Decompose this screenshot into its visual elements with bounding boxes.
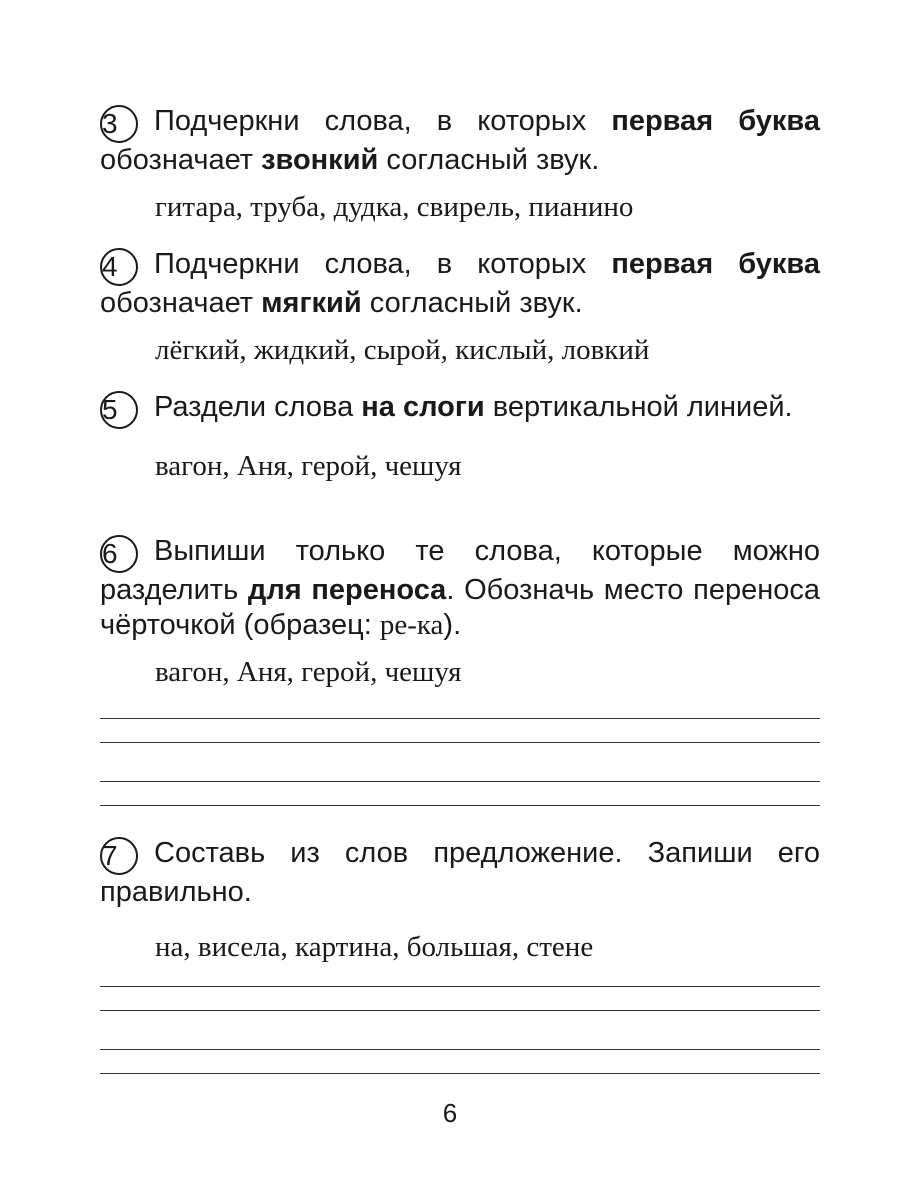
task-6: [100, 534, 820, 690]
task-6-words: вагон, Аня, герой, чешуя: [155, 656, 462, 688]
writing-line[interactable]: [100, 718, 820, 719]
instruction-bold: звонкий: [261, 144, 379, 176]
writing-line[interactable]: [100, 1049, 820, 1050]
task-number-badge: 7: [100, 837, 138, 875]
writing-line[interactable]: [100, 1073, 820, 1074]
task-4: [100, 247, 820, 368]
instruction-text: обозначает: [100, 144, 262, 176]
task-number-badge: 4: [100, 248, 138, 286]
task-4-words[interactable]: лёгкий, жидкий, сырой, кислый, ловкий: [155, 334, 650, 366]
task-4-instruction: [100, 247, 820, 321]
instruction-bold: мягкий: [261, 287, 362, 319]
instruction-text: Подчеркни слова, в которых: [154, 248, 612, 280]
writing-line[interactable]: [100, 986, 820, 987]
task-number-badge: 5: [100, 391, 138, 429]
instruction-bold: первая буква: [611, 105, 820, 137]
instruction-bold: первая буква: [611, 248, 820, 280]
writing-line[interactable]: [100, 781, 820, 782]
hyphenation-sample: ре-ка: [379, 609, 444, 641]
task-5-words[interactable]: вагон, Аня, герой, чешуя: [155, 450, 462, 482]
task-7-instruction: [100, 836, 820, 910]
instruction-text: обозначает: [100, 287, 262, 319]
instruction-text: согласный звук.: [361, 287, 583, 319]
task-5: [100, 390, 820, 484]
instruction-text: Выпиши только те слова, которые можно разделить: [100, 535, 820, 606]
writing-line[interactable]: [100, 1010, 820, 1011]
page-number: 6: [442, 1098, 458, 1128]
instruction-text: Раздели слова: [154, 391, 362, 423]
instruction-text: вертикальной линией.: [484, 391, 793, 423]
task-number-badge: 3: [100, 105, 138, 143]
task-3: [100, 104, 820, 225]
task-7-words: на, висела, картина, большая, стене: [155, 931, 594, 963]
writing-line[interactable]: [100, 805, 820, 806]
instruction-bold: для переноса: [247, 574, 447, 606]
task-6-instruction: [100, 534, 820, 643]
instruction-text: согласный звук.: [378, 144, 600, 176]
instruction-text: . Обозначь место переноса чёрточкой (образец:: [100, 574, 820, 641]
instruction-text: ).: [443, 609, 462, 641]
task-3-instruction: [100, 104, 820, 178]
instruction-text: Подчеркни слова, в которых: [154, 105, 612, 137]
task-7: [100, 836, 820, 965]
task-3-words[interactable]: гитара, труба, дудка, свирель, пианино: [155, 191, 634, 223]
task-number-badge: 6: [100, 535, 138, 573]
instruction-bold: на слоги: [361, 391, 485, 423]
instruction-text: Составь из слов предложение. Запиши его правильно.: [100, 837, 820, 908]
task-5-instruction: [100, 390, 820, 429]
writing-line[interactable]: [100, 742, 820, 743]
